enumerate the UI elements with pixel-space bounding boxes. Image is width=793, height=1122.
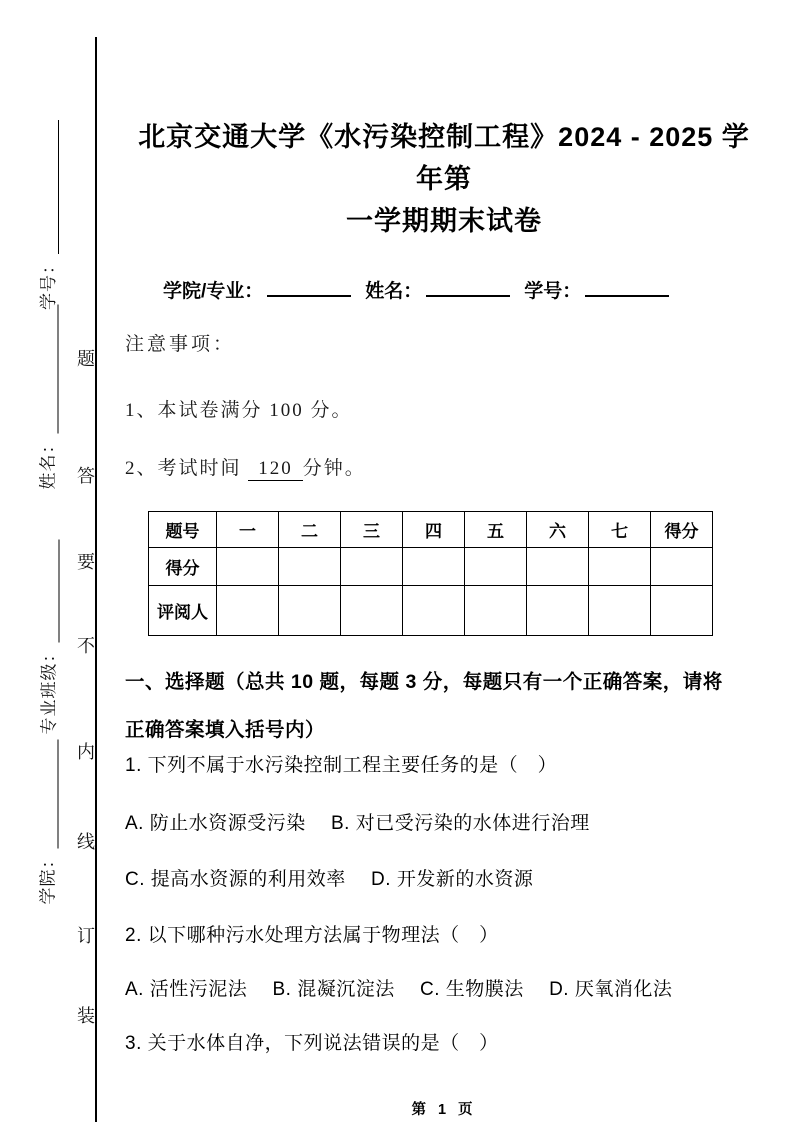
score-row-label: 得分	[149, 548, 217, 586]
score-cell	[589, 548, 651, 586]
notice-item-2	[125, 458, 763, 481]
college-major-blank	[267, 279, 351, 297]
binding-char: 装	[77, 1006, 95, 1026]
marker-cell	[341, 586, 403, 636]
score-table-header-cell: 七	[589, 512, 651, 548]
binding-field-blank	[53, 740, 59, 849]
exam-content	[97, 0, 793, 1119]
score-table-marker-row	[149, 586, 713, 636]
student-id-blank	[585, 279, 669, 297]
score-cell	[279, 548, 341, 586]
page-title-line1: 北京交通大学《水污染控制工程》2024 - 2025 学年第	[138, 122, 750, 194]
binding-char: 不	[77, 636, 95, 656]
binding-field-label: 专业班级：	[39, 644, 59, 735]
question-3-text: 3. 关于水体自净，下列说法错误的是（ ）	[125, 1033, 499, 1054]
binding-field-label: 学号：	[39, 256, 58, 310]
college-major-label: 学院/专业：	[163, 281, 264, 302]
question-1-options-ab: A. 防止水资源受污染 B. 对已受污染的水体进行治理	[125, 813, 590, 834]
binding-char: 要	[77, 552, 95, 572]
marker-cell	[217, 586, 279, 636]
binding-field-blank	[54, 540, 60, 643]
section-heading-line1: 一、选择题（总共 10 题，每题 3 分，每题只有一个正确答案，请将	[125, 671, 723, 693]
score-table-header-cell: 四	[403, 512, 465, 548]
student-id-label: 学号：	[524, 281, 582, 302]
marker-cell	[651, 586, 713, 636]
section-heading-line2: 正确答案填入括号内）	[125, 719, 326, 741]
marker-cell	[527, 586, 589, 636]
binding-char: 线	[77, 832, 95, 852]
binding-field-name	[35, 305, 59, 490]
binding-char: 题	[77, 349, 95, 369]
marker-cell	[403, 586, 465, 636]
binding-char: 内	[77, 742, 95, 762]
notices-heading: 注意事项：	[125, 334, 236, 355]
question-1-options-cd: C. 提高水资源的利用效率 D. 开发新的水资源	[125, 869, 534, 890]
binding-field-label: 学院：	[38, 850, 58, 905]
binding-char: 订	[77, 926, 95, 946]
binding-field-major-class	[36, 540, 60, 735]
score-table-header-cell: 五	[465, 512, 527, 548]
binding-field-college	[35, 740, 59, 905]
score-table-score-row	[149, 548, 713, 586]
page-number-footer: 第 1 页	[411, 1102, 477, 1118]
exam-duration-value: 120	[248, 458, 303, 481]
score-cell	[217, 548, 279, 586]
section-heading	[125, 658, 763, 754]
binding-char: 答	[77, 466, 95, 486]
binding-field-blank	[53, 120, 59, 254]
question-2-options: A. 活性污泥法 B. 混凝沉淀法 C. 生物膜法 D. 厌氧消化法	[125, 979, 673, 1000]
binding-field-blank	[53, 305, 59, 434]
student-info-row	[125, 276, 763, 303]
page-title	[125, 116, 763, 242]
score-table-header-cell: 二	[279, 512, 341, 548]
notice-item-2-prefix: 2、考试时间	[125, 458, 242, 479]
marker-row-label: 评阅人	[149, 586, 217, 636]
score-cell	[341, 548, 403, 586]
score-table-header-cell: 一	[217, 512, 279, 548]
score-cell	[651, 548, 713, 586]
notice-item-1: 1、本试卷满分 100 分。	[125, 400, 353, 421]
score-cell	[465, 548, 527, 586]
marker-cell	[279, 586, 341, 636]
binding-field-label: 姓名：	[38, 435, 58, 490]
score-table	[148, 511, 713, 636]
marker-cell	[465, 586, 527, 636]
score-table-header-cell: 得分	[651, 512, 713, 548]
name-label: 姓名：	[365, 281, 423, 302]
score-table-header-cell: 六	[527, 512, 589, 548]
notice-item-2-suffix: 分钟。	[302, 458, 366, 479]
score-table-header-cell: 题号	[149, 512, 217, 548]
score-cell	[403, 548, 465, 586]
score-cell	[527, 548, 589, 586]
question-2-text: 2. 以下哪种污水处理方法属于物理法（ ）	[125, 925, 499, 946]
score-table-header-cell: 三	[341, 512, 403, 548]
binding-field-student-id	[35, 120, 59, 310]
name-blank	[426, 279, 510, 297]
score-table-header-row	[149, 512, 713, 548]
marker-cell	[589, 586, 651, 636]
page-title-line2: 一学期期末试卷	[346, 206, 542, 236]
question-1-text: 1. 下列不属于水污染控制工程主要任务的是（ ）	[125, 755, 558, 776]
